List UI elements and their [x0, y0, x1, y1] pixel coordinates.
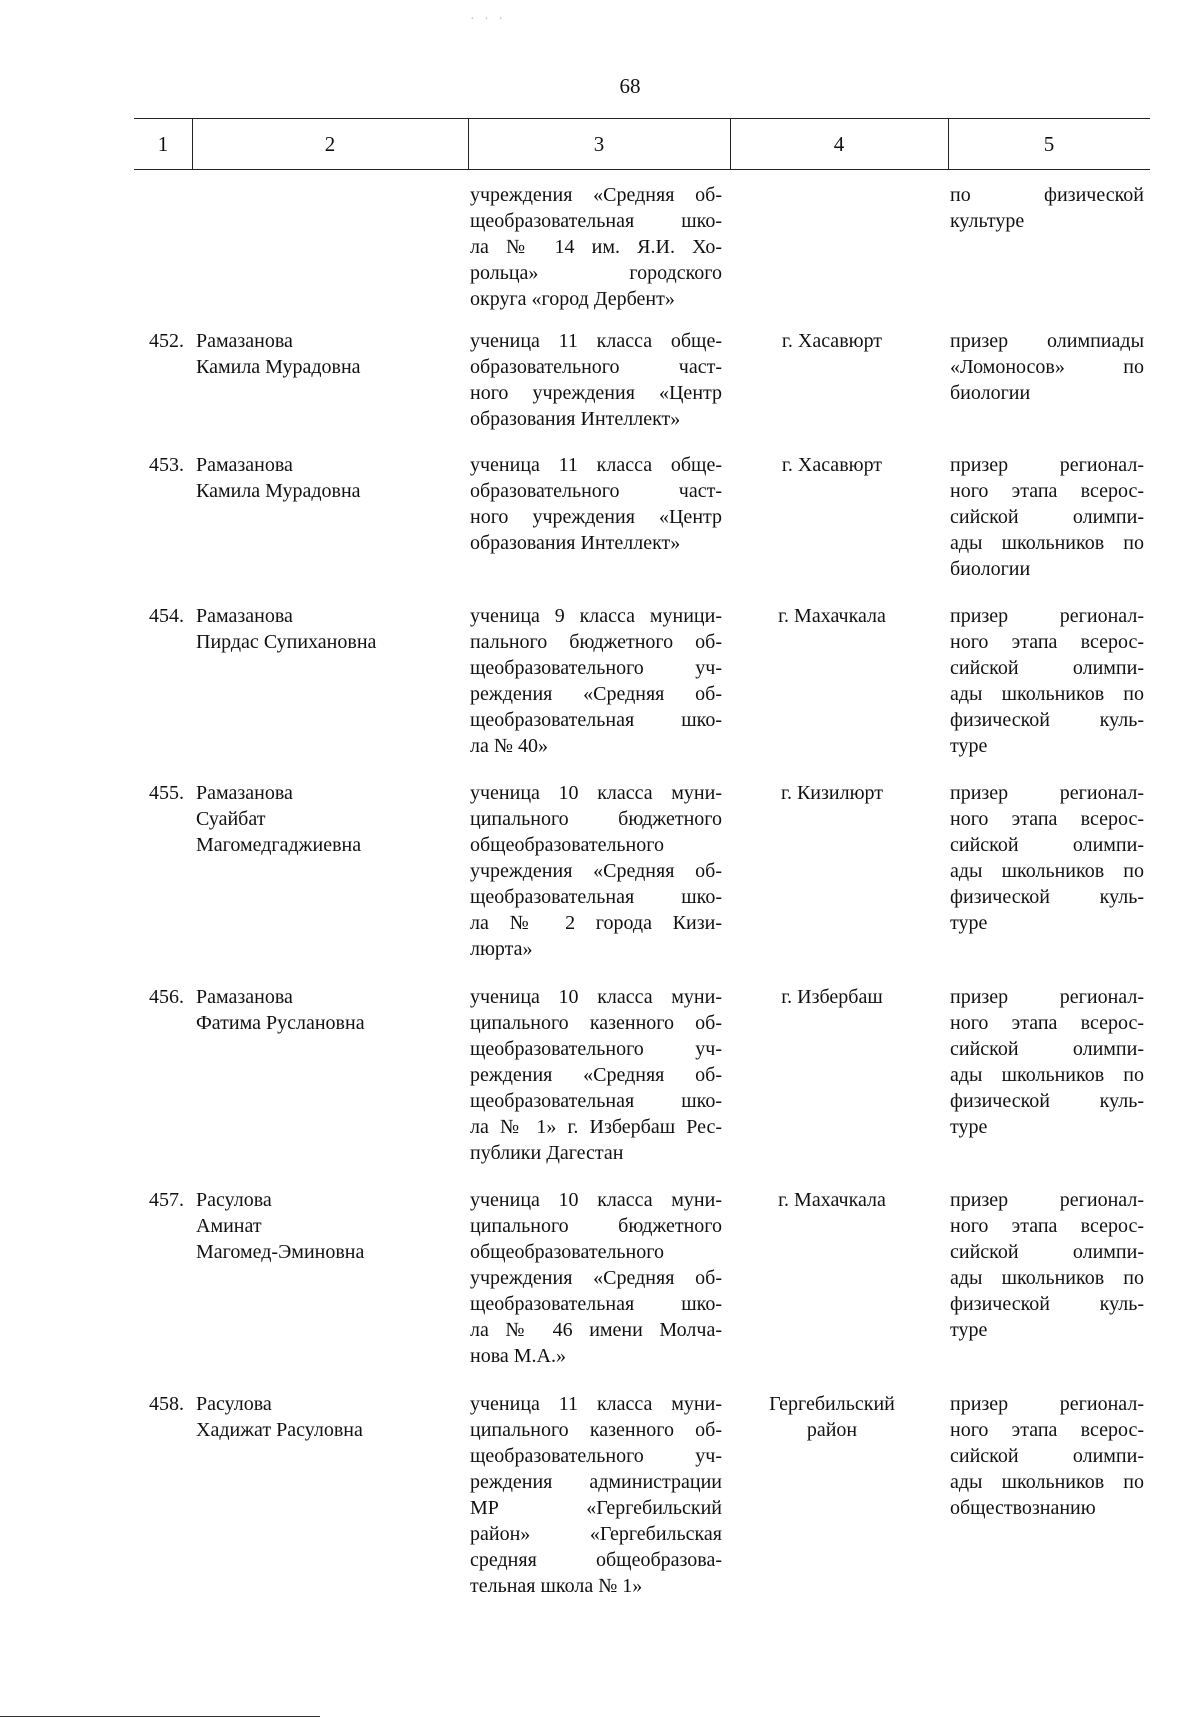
- institution-description-line: образовательного част-: [470, 356, 722, 378]
- award-description-line: биологии: [950, 382, 1031, 404]
- person-name: [196, 780, 446, 858]
- award-description-line: культуре: [950, 210, 1025, 232]
- institution-description-line: тельная школа № 1»: [470, 1575, 643, 1597]
- person-name-line: Расулова: [196, 1393, 272, 1415]
- page-number: 68: [619, 74, 641, 98]
- award-description-line: ады школьников по: [950, 1471, 1144, 1493]
- institution-description-line: ла № 14 им. Я.И. Хо-: [470, 236, 722, 258]
- award-description: [950, 182, 1144, 234]
- header-col-2: 2: [324, 132, 336, 156]
- institution-description-line: образовательного част-: [470, 480, 722, 502]
- person-name-line: Рамазанова: [196, 782, 293, 804]
- institution-description-line: округа «город Дербент»: [470, 288, 675, 310]
- table-header: [134, 118, 1150, 170]
- award-description-line: призер регионал-: [950, 1393, 1144, 1415]
- award-description-line: «Ломоносов» по: [950, 356, 1144, 378]
- person-name-line: Камила Мурадовна: [196, 356, 361, 378]
- institution-description-line: ученица 10 класса муни-: [470, 782, 722, 804]
- award-description-line: биологии: [950, 558, 1031, 580]
- city-line: г. Хасавюрт: [781, 330, 883, 352]
- institution-description-line: общеобразовательного: [470, 834, 664, 856]
- award-description-line: ады школьников по: [950, 860, 1144, 882]
- city-line: г. Кизилюрт: [781, 782, 883, 804]
- row-number: 452.: [149, 330, 184, 352]
- institution-description-line: щеобразовательного уч-: [470, 1038, 722, 1060]
- city: [742, 984, 922, 1010]
- person-name: [196, 1187, 446, 1265]
- award-description-line: сийской олимпи-: [950, 1241, 1144, 1263]
- institution-description-line: ла № 40»: [470, 735, 548, 757]
- person-name-line: Фатима Руслановна: [196, 1012, 365, 1034]
- person-name: [196, 452, 446, 504]
- institution-description-line: ученица 11 класса обще-: [470, 454, 722, 476]
- award-description-line: сийской олимпи-: [950, 657, 1144, 679]
- award-description-line: ного этапа всерос-: [950, 1419, 1144, 1441]
- institution-description-line: ученица 11 класса обще-: [470, 330, 722, 352]
- award-description-line: сийской олимпи-: [950, 834, 1144, 856]
- award-description-line: сийской олимпи-: [950, 506, 1144, 528]
- person-name-line: Магомедгаджиевна: [196, 834, 362, 856]
- institution-description-line: учреждения «Средняя об-: [470, 184, 722, 206]
- person-name-line: Аминат: [196, 1215, 262, 1237]
- award-description-line: физической куль-: [950, 709, 1144, 731]
- award-description-line: призер регионал-: [950, 454, 1144, 476]
- award-description-line: физической куль-: [950, 886, 1144, 908]
- person-name-line: Пирдас Супихановна: [196, 631, 377, 653]
- city: [742, 603, 922, 629]
- person-name-line: Расулова: [196, 1189, 272, 1211]
- award-description-line: туре: [950, 1116, 988, 1138]
- city-line: район: [806, 1419, 858, 1441]
- institution-description-line: ципального казенного об-: [470, 1419, 722, 1441]
- institution-description: [470, 603, 722, 759]
- award-description-line: ного этапа всерос-: [950, 1215, 1144, 1237]
- institution-description: [470, 328, 722, 432]
- city: [742, 452, 922, 478]
- institution-description-line: ученица 10 класса муни-: [470, 1189, 722, 1211]
- institution-description-line: ципального бюджетного: [470, 1215, 722, 1237]
- institution-description-line: ла № 1» г. Избербаш Рес-: [470, 1116, 722, 1138]
- city: [742, 328, 922, 354]
- person-name-line: Рамазанова: [196, 986, 293, 1008]
- award-description-line: ады школьников по: [950, 683, 1144, 705]
- institution-description-line: нова М.А.»: [470, 1345, 566, 1367]
- award-description-line: туре: [950, 1319, 988, 1341]
- award-description-line: ного этапа всерос-: [950, 631, 1144, 653]
- institution-description-line: ученица 9 класса муници-: [470, 605, 722, 627]
- institution-description-line: щеобразовательного уч-: [470, 657, 722, 679]
- row-number: 458.: [149, 1393, 184, 1415]
- award-description-line: призер регионал-: [950, 782, 1144, 804]
- scan-artifact: · · ·: [470, 12, 506, 27]
- institution-description-line: реждения администрации: [470, 1471, 722, 1493]
- award-description: [950, 1187, 1144, 1343]
- header-col-3: 3: [593, 132, 605, 156]
- person-name-line: Магомед-Эминовна: [196, 1241, 365, 1263]
- award-description-line: физической куль-: [950, 1293, 1144, 1315]
- institution-description-line: учреждения «Средняя об-: [470, 860, 722, 882]
- row-number: 454.: [149, 605, 184, 627]
- institution-description: [470, 1187, 722, 1369]
- city-line: г. Махачкала: [778, 1189, 886, 1211]
- bottom-rule: [0, 1716, 320, 1717]
- row-number: 453.: [149, 454, 184, 476]
- award-description-line: физической куль-: [950, 1090, 1144, 1112]
- institution-description: [470, 780, 722, 962]
- city: [742, 780, 922, 806]
- row-number: 457.: [149, 1189, 184, 1211]
- award-description-line: сийской олимпи-: [950, 1038, 1144, 1060]
- award-description-line: призер регионал-: [950, 605, 1144, 627]
- institution-description: [470, 182, 722, 312]
- header-col-4: 4: [833, 132, 845, 156]
- city-line: г. Избербаш: [781, 986, 883, 1008]
- institution-description-line: ципального казенного об-: [470, 1012, 722, 1034]
- award-description-line: призер регионал-: [950, 986, 1144, 1008]
- award-description: [950, 603, 1144, 759]
- institution-description-line: МР «Гергебильский: [470, 1497, 722, 1519]
- award-description-line: призер регионал-: [950, 1189, 1144, 1211]
- institution-description-line: ла № 2 города Кизи-: [470, 912, 722, 934]
- city: [742, 1187, 922, 1213]
- institution-description-line: щеобразовательная шко-: [470, 709, 722, 731]
- award-description-line: сийской олимпи-: [950, 1445, 1144, 1467]
- person-name-line: Камила Мурадовна: [196, 480, 361, 502]
- institution-description-line: пального бюджетного об-: [470, 631, 722, 653]
- institution-description: [470, 452, 722, 556]
- award-description-line: туре: [950, 912, 988, 934]
- city-line: Гергебильский: [769, 1393, 895, 1415]
- institution-description-line: учреждения «Средняя об-: [470, 1267, 722, 1289]
- city: [742, 1391, 922, 1443]
- person-name: [196, 603, 446, 655]
- city-line: г. Хасавюрт: [781, 454, 883, 476]
- award-description: [950, 984, 1144, 1140]
- person-name-line: Рамазанова: [196, 454, 293, 476]
- institution-description-line: ного учреждения «Центр: [470, 506, 722, 528]
- award-description-line: обществознанию: [950, 1497, 1096, 1519]
- award-description-line: ного этапа всерос-: [950, 480, 1144, 502]
- institution-description-line: щеобразовательная шко-: [470, 1090, 722, 1112]
- institution-description-line: общеобразовательного: [470, 1241, 664, 1263]
- institution-description: [470, 984, 722, 1166]
- person-name: [196, 328, 446, 380]
- institution-description-line: ученица 10 класса муни-: [470, 986, 722, 1008]
- award-description-line: ного этапа всерос-: [950, 808, 1144, 830]
- institution-description-line: щеобразовательная шко-: [470, 210, 722, 232]
- award-description-line: ады школьников по: [950, 1064, 1144, 1086]
- person-name: [196, 984, 446, 1036]
- award-description: [950, 1391, 1144, 1521]
- institution-description-line: район» «Гергебильская: [470, 1523, 722, 1545]
- award-description-line: туре: [950, 735, 988, 757]
- institution-description-line: средняя общеобразова-: [470, 1549, 722, 1571]
- institution-description-line: публики Дагестан: [470, 1142, 624, 1164]
- institution-description-line: люрта»: [470, 938, 533, 960]
- row-number: 456.: [149, 986, 184, 1008]
- institution-description-line: ного учреждения «Центр: [470, 382, 722, 404]
- award-description-line: по физической: [950, 184, 1144, 206]
- award-description: [950, 780, 1144, 936]
- institution-description-line: образования Интеллект»: [470, 408, 681, 430]
- institution-description-line: ученица 11 класса муни-: [470, 1393, 722, 1415]
- row-number: 455.: [149, 782, 184, 804]
- institution-description-line: щеобразовательная шко-: [470, 886, 722, 908]
- institution-description-line: щеобразовательного уч-: [470, 1445, 722, 1467]
- person-name-line: Рамазанова: [196, 330, 293, 352]
- header-col-1: 1: [157, 132, 169, 156]
- institution-description-line: рольца» городского: [470, 262, 722, 284]
- person-name-line: Рамазанова: [196, 605, 293, 627]
- institution-description-line: ципального бюджетного: [470, 808, 722, 830]
- award-description-line: ного этапа всерос-: [950, 1012, 1144, 1034]
- city-line: г. Махачкала: [778, 605, 886, 627]
- award-description-line: призер олимпиады: [950, 330, 1144, 352]
- institution-description-line: реждения «Средняя об-: [470, 683, 722, 705]
- award-description: [950, 452, 1144, 582]
- institution-description-line: ла № 46 имени Молча-: [470, 1319, 722, 1341]
- institution-description-line: образования Интеллект»: [470, 532, 681, 554]
- award-description-line: ады школьников по: [950, 532, 1144, 554]
- person-name-line: Хадижат Расуловна: [196, 1419, 363, 1441]
- award-description-line: ады школьников по: [950, 1267, 1144, 1289]
- person-name-line: Суайбат: [196, 808, 266, 830]
- institution-description-line: щеобразовательная шко-: [470, 1293, 722, 1315]
- award-description: [950, 328, 1144, 406]
- institution-description-line: реждения «Средняя об-: [470, 1064, 722, 1086]
- header-col-5: 5: [1043, 132, 1055, 156]
- person-name: [196, 1391, 446, 1443]
- institution-description: [470, 1391, 722, 1599]
